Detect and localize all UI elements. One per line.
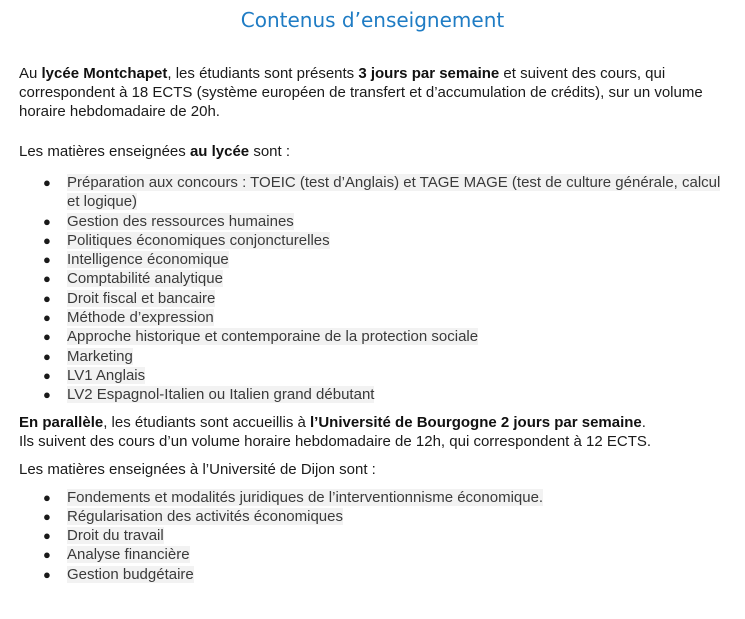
lycee-subject-list — [19, 173, 731, 405]
list-item — [19, 231, 731, 250]
list-item — [19, 269, 731, 288]
parallel-bold-univ: l’Université de Bourgogne 2 jours par semaine — [310, 413, 642, 431]
list-item — [19, 327, 731, 346]
parallel-paragraph — [19, 413, 731, 451]
parallel-text-2: . — [641, 413, 646, 431]
list-item-text: Régularisation des activités économiques — [67, 507, 343, 525]
list-item — [19, 289, 731, 308]
list-item-text: LV1 Anglais — [67, 366, 146, 384]
list-item-text: LV2 Espagnol-Italien ou Italien grand débutant — [67, 386, 375, 404]
bullet-icon: ● — [43, 290, 51, 306]
lycee-heading-bold: au lycée — [189, 143, 250, 160]
list-item-text: Marketing — [67, 347, 133, 365]
list-item — [19, 565, 731, 584]
list-item — [19, 308, 731, 327]
lycee-heading-text-2: sont : — [249, 143, 291, 160]
list-item — [19, 212, 731, 231]
list-item — [19, 488, 731, 507]
list-item — [19, 347, 731, 366]
list-item — [19, 385, 731, 404]
page-title: Contenus d’enseignement — [240, 8, 505, 32]
list-item-text: Gestion des ressources humaines — [67, 212, 294, 230]
bullet-icon: ● — [43, 252, 51, 268]
bullet-icon: ● — [43, 329, 51, 345]
bullet-icon: ● — [43, 367, 51, 383]
bullet-icon: ● — [43, 175, 51, 190]
bullet-icon: ● — [43, 489, 51, 505]
intro-bold-lycee: lycée Montchapet — [41, 65, 168, 82]
intro-text-2: , les étudiants sont présents — [167, 65, 359, 82]
bullet-icon: ● — [43, 310, 51, 326]
list-item-text: Droit fiscal et bancaire — [67, 289, 216, 307]
intro-bold-days: 3 jours par semaine — [358, 65, 500, 82]
bullet-icon: ● — [43, 271, 51, 287]
bullet-icon: ● — [43, 566, 51, 582]
list-item — [19, 250, 731, 269]
parallel-text-1: , les étudiants sont accueillis à — [103, 413, 310, 431]
bullet-icon: ● — [43, 213, 51, 229]
list-item — [19, 173, 731, 212]
intro-text-3: et suivent des cours, qui correspondent à 18 ECTS (système européen de transfert et d’accumulation de crédits), sur un volume horaire hebdomadaire de 20h. — [19, 65, 703, 120]
list-item-text: Politiques économiques conjoncturelles — [67, 231, 330, 249]
parallel-bold-1: En parallèle — [19, 413, 104, 431]
intro-text-1: Au — [19, 65, 42, 82]
list-item-text: Méthode d’expression — [67, 309, 214, 327]
document-body — [19, 64, 731, 584]
list-item — [19, 507, 731, 526]
univ-subject-list — [19, 488, 731, 584]
bullet-icon: ● — [43, 232, 51, 248]
lycee-subjects-heading — [19, 142, 731, 161]
list-item — [19, 526, 731, 545]
intro-paragraph — [19, 64, 731, 121]
lycee-heading-text-1: Les matières enseignées — [19, 143, 190, 160]
list-item-text: Approche historique et contemporaine de la protection sociale — [67, 328, 479, 346]
bullet-icon: ● — [43, 387, 51, 403]
bullet-icon: ● — [43, 547, 51, 563]
list-item-text: Gestion budgétaire — [67, 565, 194, 583]
list-item — [19, 366, 731, 385]
list-item-text: Droit du travail — [67, 527, 164, 545]
bullet-icon: ● — [43, 348, 51, 364]
list-item-text: Analyse financière — [67, 546, 190, 564]
list-item — [19, 545, 731, 564]
bullet-icon: ● — [43, 508, 51, 524]
list-item-text: Préparation aux concours : TOEIC (test d’Anglais) et TAGE MAGE (test de culture générale, calcul et logique) — [67, 174, 721, 211]
bullet-icon: ● — [43, 528, 51, 544]
list-item-text: Comptabilité analytique — [67, 270, 223, 288]
list-item-text: Fondements et modalités juridiques de l’interventionnisme économique. — [67, 488, 544, 506]
list-item-text: Intelligence économique — [67, 251, 229, 269]
univ-subjects-heading: Les matières enseignées à l’Université de Dijon sont : — [19, 460, 376, 478]
parallel-line-2: Ils suivent des cours d’un volume horaire hebdomadaire de 12h, qui correspondent à 12 ECTS. — [19, 432, 652, 450]
